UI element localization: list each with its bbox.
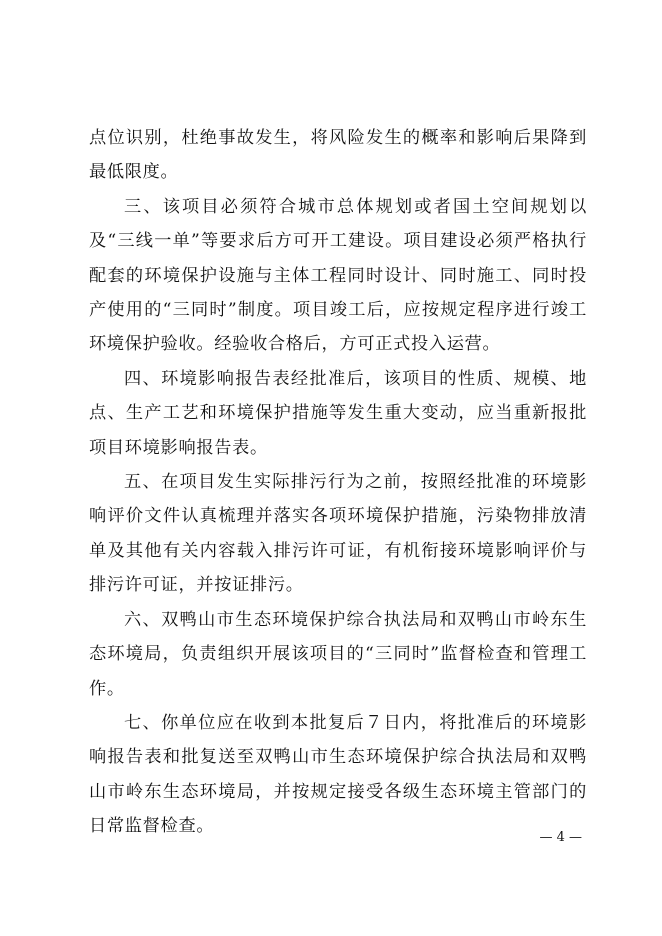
paragraph-item-7: 七、你单位应在收到本批复后７日内，将批准后的环境影响报告表和批复送至双鸭山市生态环境保护综合执法局和双鸭山市岭东生态环境局，并按规定接受各级生态环境主管部门的日常监督检查。 [89,712,587,837]
body-text [89,121,587,844]
paragraph-item-4: 四、环境影响报告表经批准后，该项目的性质、规模、地点、生产工艺和环境保护措施等发生重大变动，应当重新报批项目环境影响报告表。 [89,368,587,458]
paragraph-item-6: 六、双鸭山市生态环境保护综合执法局和双鸭山市岭东生态环境局，负责组织开展该项目的“三同时”监督检查和管理工作。 [89,609,587,699]
paragraph-continuation: 点位识别，杜绝事故发生，将风险发生的概率和影响后果降到最低限度。 [89,128,587,183]
page-number: — 4 — [539,830,582,845]
paragraph-item-5: 五、在项目发生实际排污行为之前，按照经批准的环境影响评价文件认真梳理并落实各项环境保护措施，污染物排放清单及其他有关内容载入排污许可证，有机衔接环境影响评价与排污许可证，并按证排污。 [89,472,587,596]
paragraph-item-3: 三、该项目必须符合城市总体规划或者国土空间规划以及“三线一单”等要求后方可开工建设。项目建设必须严格执行配套的环境保护设施与主体工程同时设计、同时施工、同时投产使用的“三同时”制度。项目竣工后，应按规定程序进行竣工环境保护验收。经验收合格后，方可正式投入运营。 [89,196,587,355]
